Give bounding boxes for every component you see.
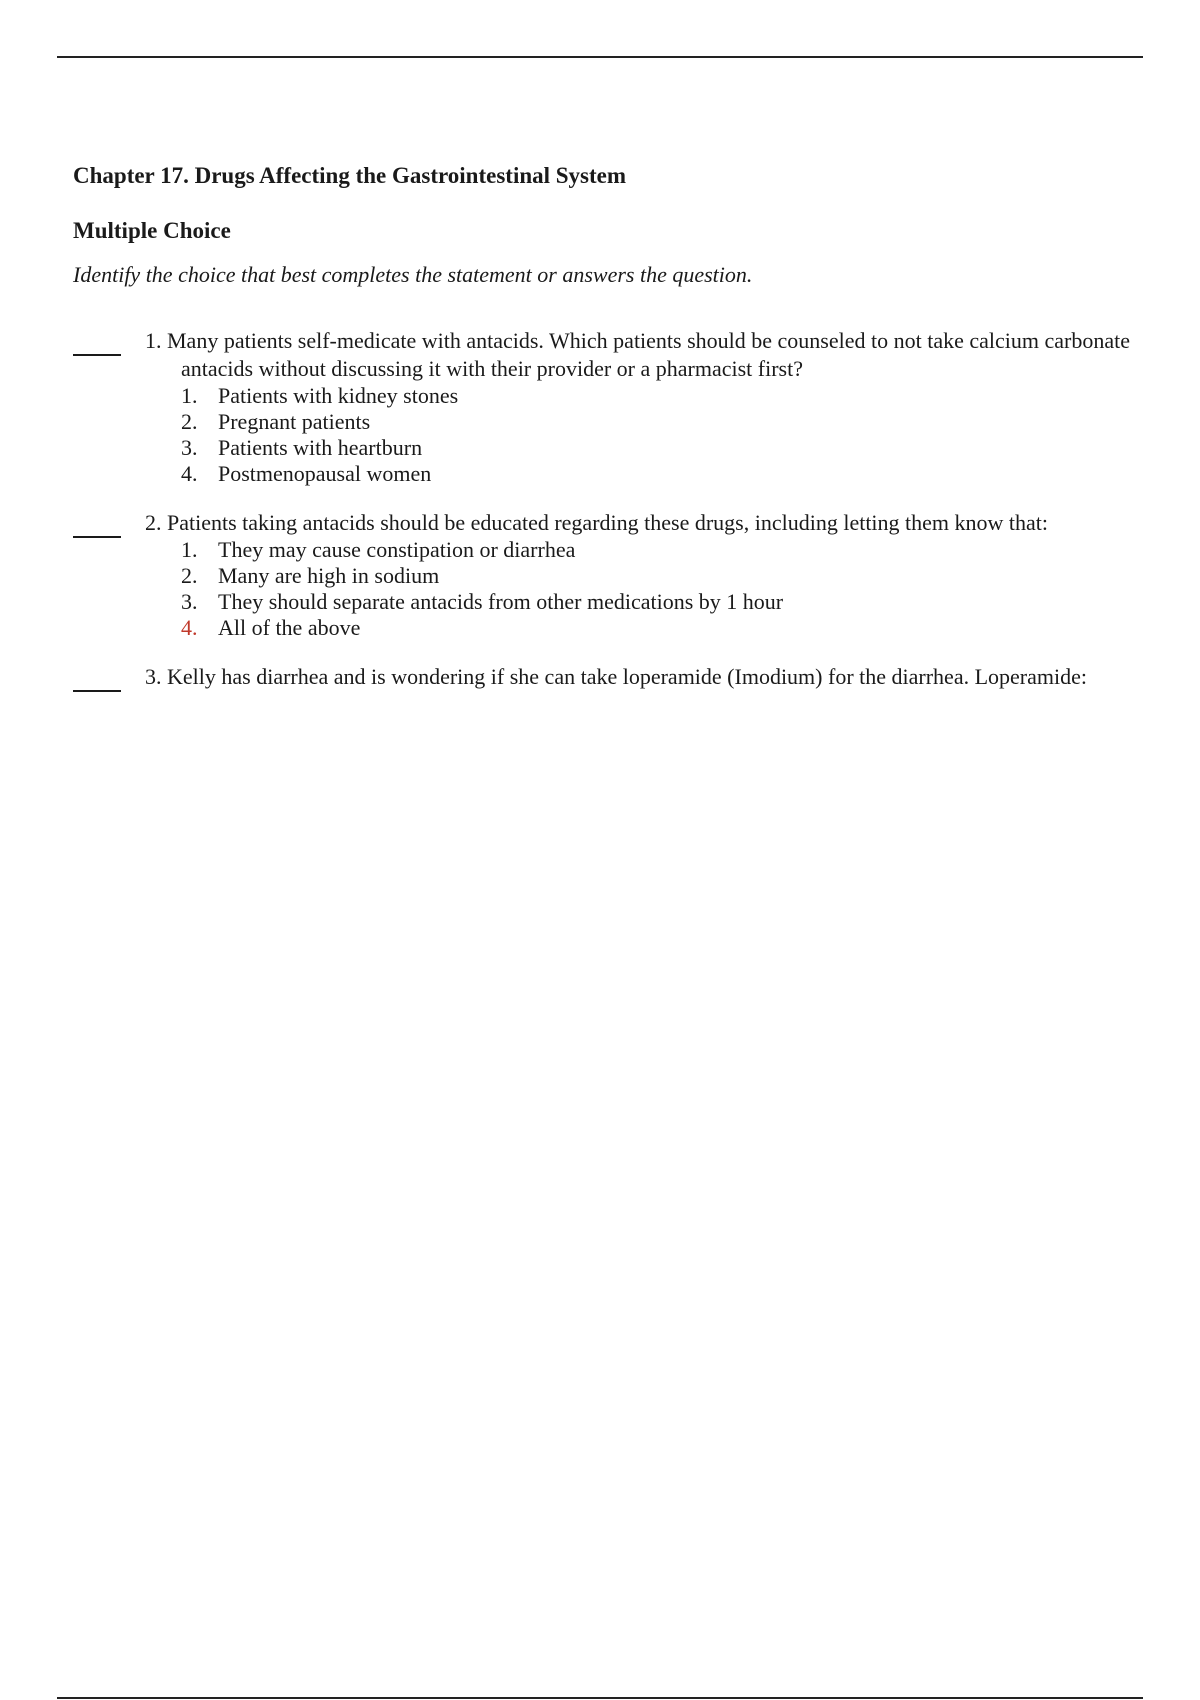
option-text: Many are high in sodium: [218, 563, 440, 588]
document-body: [73, 160, 1153, 713]
option-list: [181, 383, 1153, 487]
chapter-title: Chapter 17. Drugs Affecting the Gastrointestinal System: [73, 163, 627, 188]
option-text: Postmenopausal women: [218, 461, 432, 486]
option-number: 3.: [181, 435, 198, 460]
option-list: [181, 537, 1153, 641]
bottom-rule: [57, 1697, 1143, 1699]
option-number: 4.: [181, 461, 198, 486]
option-text: All of the above: [218, 615, 361, 640]
question-stem: [145, 327, 1153, 383]
option-text: Patients with kidney stones: [218, 383, 459, 408]
question-stem: [145, 509, 1153, 537]
option-text: Pregnant patients: [218, 409, 371, 434]
answer-blank[interactable]: [73, 509, 121, 538]
option-number: 1.: [181, 383, 198, 408]
answer-blank[interactable]: [73, 327, 121, 356]
question-2: [73, 509, 1153, 641]
option-item: [181, 537, 1153, 563]
option-item: [181, 615, 1153, 641]
question-stem: [145, 663, 1153, 691]
option-number: 2.: [181, 563, 198, 588]
option-item: [181, 589, 1153, 615]
question-3: [73, 663, 1153, 691]
answer-blank[interactable]: [73, 663, 121, 692]
question-number: 2.: [145, 510, 162, 535]
question-number: 1.: [145, 328, 162, 353]
question-1: [73, 327, 1153, 487]
question-text: Many patients self-medicate with antacids. Which patients should be counseled to not take calcium carbonate antacids without discussing it with their provider or a pharmacist first?: [167, 328, 1131, 381]
option-number-highlighted: 4.: [181, 615, 198, 640]
question-text: Patients taking antacids should be educated regarding these drugs, including letting them know that:: [167, 510, 1049, 535]
option-item: [181, 435, 1153, 461]
option-item: [181, 563, 1153, 589]
section-title: Multiple Choice: [73, 218, 231, 243]
top-rule: [57, 56, 1143, 58]
question-list: [73, 327, 1153, 691]
question-number: 3.: [145, 664, 162, 689]
option-item: [181, 409, 1153, 435]
option-text: Patients with heartburn: [218, 435, 423, 460]
option-text: They may cause constipation or diarrhea: [218, 537, 576, 562]
option-number: 3.: [181, 589, 198, 614]
option-item: [181, 461, 1153, 487]
option-item: [181, 383, 1153, 409]
option-text: They should separate antacids from other medications by 1 hour: [218, 589, 784, 614]
option-number: 1.: [181, 537, 198, 562]
instructions: Identify the choice that best completes the statement or answers the question.: [73, 262, 753, 287]
option-number: 2.: [181, 409, 198, 434]
question-text: Kelly has diarrhea and is wondering if she can take loperamide (Imodium) for the diarrhea. Loperamide:: [167, 664, 1087, 689]
